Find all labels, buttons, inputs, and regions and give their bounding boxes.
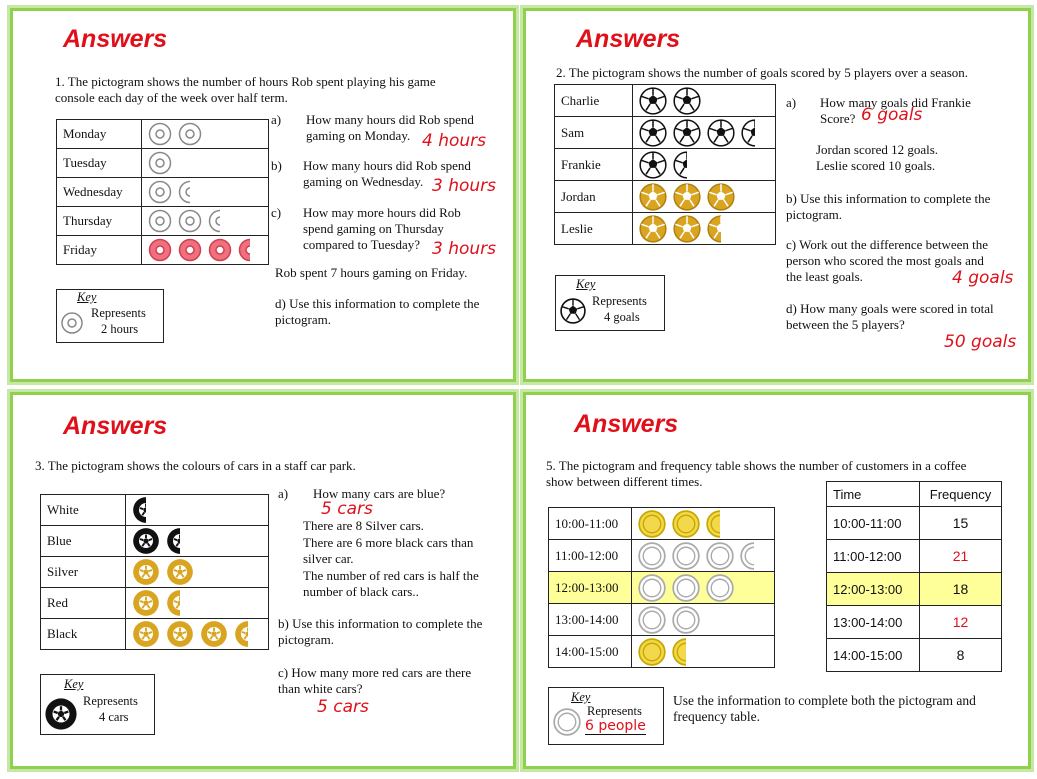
icon-cell [126,557,269,588]
football-icon [560,298,586,324]
row-label: Friday [57,236,142,265]
part-b-text: How many hours did Rob spend gaming on Wednesday. [303,158,471,189]
question-text: 2. The pictogram shows the number of goals scored by 5 players over a season. [556,65,969,80]
jordan-info: Jordan scored 12 goals. [816,142,939,157]
tyre-icon [132,620,160,648]
part-a-text: How many hours did Rob spend gaming on Monday. [306,112,474,143]
key-title: Key [571,690,591,704]
answers-heading: Answers [63,412,168,440]
icon-cell [632,636,775,668]
part-c-text: How may more hours did Rob spend gaming on Thursday compared to Tuesday? [303,205,461,252]
table-row [57,178,269,207]
row-label: Wednesday [57,178,142,207]
icon-cell [633,117,776,149]
time-cell: 11:00-12:00 [827,540,920,573]
part-b-answer: 3 hours [432,176,497,196]
coin-icon [638,606,666,634]
key-title: Key [576,277,596,291]
row-label: 11:00-12:00 [549,540,632,572]
part-b-text: b) Use this information to complete the pictogram. [278,616,483,647]
icon-cell [126,588,269,619]
pictogram-table [40,494,269,650]
pictogram-table [56,119,269,265]
tyre-icon [44,697,78,731]
table-row [827,540,1002,573]
disc-icon [61,312,83,334]
key-box [56,289,164,343]
row-label: Jordan [555,181,633,213]
ball-icon [673,183,701,211]
table-row [41,495,269,526]
panel-question-3 [10,392,516,769]
disc-icon [148,209,172,233]
coin-icon [706,542,734,570]
icon-cell [126,619,269,650]
ball-icon [639,215,667,243]
column-header: Time [827,482,920,507]
time-cell: 13:00-14:00 [827,606,920,639]
disc-icon [148,180,172,204]
row-label: Black [41,619,126,650]
part-c-text: c) Work out the difference between the person who scored the most goals and the least goals. [786,237,989,284]
icon-cell [633,149,776,181]
leslie-info: Leslie scored 10 goals. [816,158,936,173]
panel-question-2 [523,8,1031,382]
table-row [41,526,269,557]
icon-cell [632,540,775,572]
coin-icon [706,510,734,538]
icon-cell [632,604,775,636]
ball-icon [707,183,735,211]
row-label: Sam [555,117,633,149]
tyre-icon [234,620,262,648]
row-label: Red [41,588,126,619]
icon-cell [633,181,776,213]
column-header: Frequency [920,482,1002,507]
frequency-cell: 8 [920,639,1002,672]
disc-icon [148,238,172,262]
icon-cell [142,236,269,265]
table-row [555,149,776,181]
frequency-cell: 18 [920,573,1002,606]
info-red: The number of red cars is half the number of black cars.. [303,568,479,599]
table-row [555,181,776,213]
coin-icon [672,638,700,666]
ball-icon [639,87,667,115]
frequency-cell: 12 [920,606,1002,639]
info-silver: There are 8 Silver cars. [303,518,424,533]
tyre-icon [132,527,160,555]
disc-icon [238,238,262,262]
coin-icon [672,542,700,570]
key-box [40,674,155,735]
part-b-label: b) [271,158,282,173]
part-a-label: a) [278,486,289,501]
key-box [555,275,665,331]
time-cell: 10:00-11:00 [827,507,920,540]
table-row [41,588,269,619]
disc-icon [208,209,232,233]
disc-icon [208,238,232,262]
answers-heading: Answers [63,25,168,53]
question-text: 5. The pictogram and frequency table shows the number of customers in a coffee show between different times. [546,458,967,489]
tyre-icon [166,589,194,617]
disc-icon [178,238,202,262]
disc-icon [148,122,172,146]
table-row [57,120,269,149]
key-line1: Represents [83,694,138,708]
ball-icon [639,119,667,147]
pictogram-table [554,84,776,245]
tyre-icon [132,589,160,617]
part-d-text: d) Use this information to complete the pictogram. [275,296,480,327]
part-a-label: a) [271,112,282,127]
panel-question-1 [10,8,516,382]
coin-icon [672,510,700,538]
tyre-icon [166,620,194,648]
key-title: Key [77,290,97,304]
part-c-answer: 4 goals [952,268,1014,288]
part-a-text: How many cars are blue? [313,486,446,501]
table-row [549,508,775,540]
panel-question-5 [523,392,1031,769]
ball-icon [639,151,667,179]
icon-cell [126,495,269,526]
part-c-label: c) [271,205,282,220]
disc-icon [178,209,202,233]
ball-icon [741,119,769,147]
tyre-icon [166,527,194,555]
row-label: 12:00-13:00 [549,572,632,604]
table-header-row [827,482,1002,507]
row-label: Leslie [555,213,633,245]
coin-icon [740,542,768,570]
key-title: Key [64,677,84,691]
ball-icon [707,215,735,243]
row-label: Monday [57,120,142,149]
answers-heading: Answers [576,25,681,53]
coin-icon [638,510,666,538]
row-label: Tuesday [57,149,142,178]
row-label: 10:00-11:00 [549,508,632,540]
icon-cell [142,207,269,236]
disc-icon [148,151,172,175]
coin-icon [553,708,581,736]
tyre-icon [166,558,194,586]
table-row [555,85,776,117]
coin-icon [672,606,700,634]
info-black: There are 6 more black cars than silver car. [303,535,474,566]
coin-icon [706,574,734,602]
row-label: Blue [41,526,126,557]
table-row [41,557,269,588]
frequency-cell: 15 [920,507,1002,540]
table-row [57,207,269,236]
table-row [57,149,269,178]
answers-heading: Answers [574,410,679,438]
frequency-table [826,481,1002,672]
ball-icon [673,87,701,115]
key-answer: 6 people [585,718,646,734]
icon-cell [142,149,269,178]
table-row [827,573,1002,606]
part-b-text: b) Use this information to complete the pictogram. [786,191,991,222]
time-cell: 14:00-15:00 [827,639,920,672]
disc-icon [178,122,202,146]
coin-icon [672,574,700,602]
part-c-answer: 5 cars [317,697,369,717]
coin-icon [638,638,666,666]
icon-cell [126,526,269,557]
part-a-answer: 6 goals [861,105,923,125]
question-text: 3. The pictogram shows the colours of cars in a staff car park. [35,458,356,473]
row-label: Thursday [57,207,142,236]
tyre-icon [132,558,160,586]
key-line1: Represents [587,704,642,718]
key-line1: Represents [91,306,146,320]
coin-icon [638,574,666,602]
table-row [555,117,776,149]
pictogram-table [548,507,775,668]
part-a-answer: 4 hours [422,131,487,151]
instruction-text: Use the information to complete both the pictogram and frequency table. [673,693,976,724]
icon-cell [142,120,269,149]
key-line2: 4 cars [99,710,129,724]
frequency-cell: 21 [920,540,1002,573]
key-box [548,687,664,745]
table-row [555,213,776,245]
part-a-label: a) [786,95,797,110]
ball-icon [673,151,701,179]
icon-cell [632,508,775,540]
ball-icon [673,119,701,147]
time-cell: 12:00-13:00 [827,573,920,606]
part-a-text: How many goals did Frankie Score? [820,95,971,126]
tyre-icon [200,620,228,648]
coin-icon [638,542,666,570]
tyre-icon [132,496,160,524]
disc-icon [178,180,202,204]
table-row [549,572,775,604]
icon-cell [633,85,776,117]
icon-cell [142,178,269,207]
row-label: Silver [41,557,126,588]
row-label: Frankie [555,149,633,181]
key-line1: Represents [592,294,647,308]
table-row [827,639,1002,672]
table-row [549,540,775,572]
table-row [827,606,1002,639]
part-d-answer: 50 goals [944,332,1017,352]
table-row [549,604,775,636]
table-row [827,507,1002,540]
table-row [57,236,269,265]
question-text: 1. The pictogram shows the number of hours Rob spent playing his game console each day of the week over half term. [55,74,436,105]
ball-icon [707,119,735,147]
key-line2: 2 hours [101,322,139,336]
row-label: 13:00-14:00 [549,604,632,636]
row-label: Charlie [555,85,633,117]
part-d-text: d) How many goals were scored in total between the 5 players? [786,301,994,332]
friday-info: Rob spent 7 hours gaming on Friday. [275,265,468,280]
row-label: 14:00-15:00 [549,636,632,668]
table-row [41,619,269,650]
ball-icon [639,183,667,211]
row-label: White [41,495,126,526]
icon-cell [632,572,775,604]
key-line2: 4 goals [604,310,640,324]
ball-icon [673,215,701,243]
icon-cell [633,213,776,245]
part-c-text: c) How many more red cars are there than white cars? [278,665,472,696]
part-a-answer: 5 cars [321,499,373,519]
part-c-answer: 3 hours [432,239,497,259]
table-row [549,636,775,668]
